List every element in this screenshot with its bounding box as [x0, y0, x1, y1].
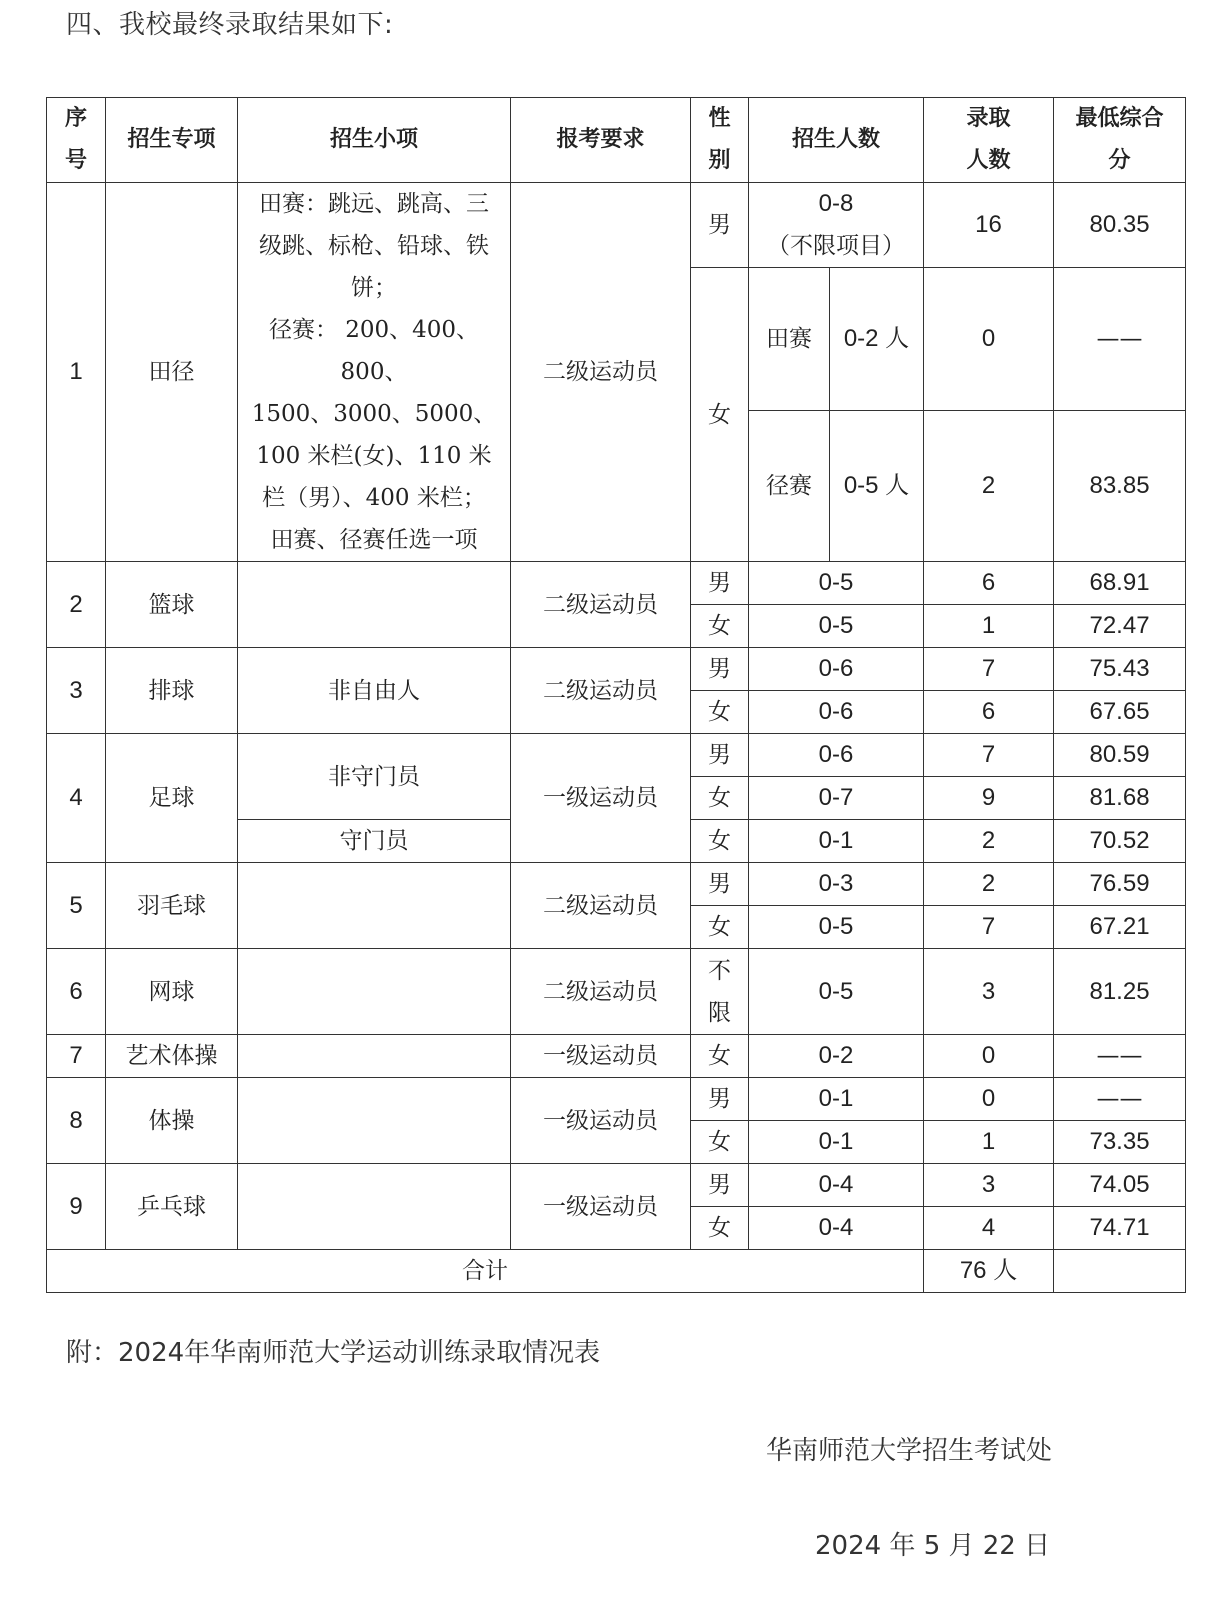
score-cell: 70.52 [1054, 820, 1186, 863]
quota-cell: 0-1 [749, 820, 924, 863]
items-cell: 非守门员 [238, 734, 511, 820]
table-row [47, 183, 1186, 268]
score-cell: 67.21 [1054, 906, 1186, 949]
gender-cell: 男 [691, 183, 749, 268]
sport-cell: 田径 [106, 183, 238, 562]
table-header-row [47, 98, 1186, 183]
items-cell: 非自由人 [238, 648, 511, 734]
score-cell: —— [1054, 1078, 1186, 1121]
gender-cell: 女 [691, 820, 749, 863]
total-score [1054, 1250, 1186, 1293]
score-cell: 68.91 [1054, 562, 1186, 605]
sport-cell: 网球 [106, 949, 238, 1035]
quota-cell: 0-7 [749, 777, 924, 820]
gender-cell: 女 [691, 268, 749, 562]
table-row [47, 734, 1186, 777]
quota-cell: 0-5 [749, 605, 924, 648]
header-items: 招生小项 [238, 98, 511, 183]
gender-cell: 男 [691, 1078, 749, 1121]
requirement-cell: 二级运动员 [511, 949, 691, 1035]
sport-cell: 排球 [106, 648, 238, 734]
items-cell [238, 1078, 511, 1164]
header-gender: 性 别 [691, 98, 749, 183]
admission-results-table [46, 97, 1186, 1293]
seq-cell: 6 [47, 949, 106, 1035]
seq-cell: 2 [47, 562, 106, 648]
admitted-cell: 16 [924, 183, 1054, 268]
score-cell: —— [1054, 268, 1186, 411]
score-cell: 67.65 [1054, 691, 1186, 734]
table-row [47, 648, 1186, 691]
admitted-cell: 6 [924, 691, 1054, 734]
requirement-cell: 二级运动员 [511, 562, 691, 648]
items-cell [238, 562, 511, 648]
sport-cell: 体操 [106, 1078, 238, 1164]
requirement-cell: 二级运动员 [511, 863, 691, 949]
quota-cell: 0-6 [749, 734, 924, 777]
score-cell: 74.71 [1054, 1207, 1186, 1250]
score-cell: —— [1054, 1035, 1186, 1078]
admitted-cell: 7 [924, 906, 1054, 949]
quota-cell: 0-5 人 [830, 411, 924, 562]
score-cell: 81.25 [1054, 949, 1186, 1035]
header-requirement: 报考要求 [511, 98, 691, 183]
gender-cell: 女 [691, 1035, 749, 1078]
admitted-cell: 2 [924, 411, 1054, 562]
items-cell [238, 863, 511, 949]
admitted-cell: 0 [924, 268, 1054, 411]
header-min-score: 最低综合 分 [1054, 98, 1186, 183]
event-cell: 田赛 [749, 268, 830, 411]
quota-cell: 0-5 [749, 949, 924, 1035]
table-row [47, 562, 1186, 605]
issuer-signature: 华南师范大学招生考试处 [766, 1436, 1053, 1466]
admitted-cell: 3 [924, 1164, 1054, 1207]
gender-cell: 女 [691, 605, 749, 648]
table-row [47, 949, 1186, 1035]
items-cell [238, 949, 511, 1035]
score-cell: 75.43 [1054, 648, 1186, 691]
score-cell: 80.35 [1054, 183, 1186, 268]
sport-cell: 足球 [106, 734, 238, 863]
gender-cell: 女 [691, 1207, 749, 1250]
requirement-cell: 一级运动员 [511, 1078, 691, 1164]
section-heading: 四、我校最终录取结果如下: [66, 10, 394, 40]
admitted-cell: 9 [924, 777, 1054, 820]
requirement-cell: 二级运动员 [511, 648, 691, 734]
requirement-cell: 一级运动员 [511, 1035, 691, 1078]
score-cell: 74.05 [1054, 1164, 1186, 1207]
header-admitted: 录取 人数 [924, 98, 1054, 183]
quota-cell: 0-5 [749, 906, 924, 949]
items-cell [238, 1035, 511, 1078]
gender-cell: 女 [691, 906, 749, 949]
admitted-cell: 1 [924, 1121, 1054, 1164]
score-cell: 76.59 [1054, 863, 1186, 906]
total-admitted: 76 人 [924, 1250, 1054, 1293]
admitted-cell: 4 [924, 1207, 1054, 1250]
sport-cell: 篮球 [106, 562, 238, 648]
admitted-cell: 2 [924, 863, 1054, 906]
requirement-cell: 二级运动员 [511, 183, 691, 562]
score-cell: 80.59 [1054, 734, 1186, 777]
requirement-cell: 一级运动员 [511, 1164, 691, 1250]
seq-cell: 8 [47, 1078, 106, 1164]
quota-cell: 0-4 [749, 1207, 924, 1250]
gender-cell: 男 [691, 863, 749, 906]
gender-cell: 不 限 [691, 949, 749, 1035]
quota-cell: 0-8 （不限项目） [749, 183, 924, 268]
gender-cell: 女 [691, 691, 749, 734]
sport-cell: 乒乓球 [106, 1164, 238, 1250]
admitted-cell: 7 [924, 648, 1054, 691]
admitted-cell: 7 [924, 734, 1054, 777]
admitted-cell: 6 [924, 562, 1054, 605]
quota-cell: 0-6 [749, 648, 924, 691]
gender-cell: 女 [691, 777, 749, 820]
quota-cell: 0-2 人 [830, 268, 924, 411]
quota-cell: 0-5 [749, 562, 924, 605]
score-cell: 72.47 [1054, 605, 1186, 648]
seq-cell: 3 [47, 648, 106, 734]
items-cell: 田赛：跳远、跳高、三 级跳、标枪、铅球、铁 饼； 径赛： 200、400、800、 1500、3000、5000、 100 米栏(女)、110 米 栏（男）、400 米栏； 田赛、径赛任选一项 [238, 183, 511, 562]
score-cell: 83.85 [1054, 411, 1186, 562]
sport-cell: 羽毛球 [106, 863, 238, 949]
quota-cell: 0-1 [749, 1078, 924, 1121]
table-row [47, 1078, 1186, 1121]
score-cell: 81.68 [1054, 777, 1186, 820]
quota-cell: 0-1 [749, 1121, 924, 1164]
gender-cell: 男 [691, 1164, 749, 1207]
items-cell [238, 1164, 511, 1250]
quota-cell: 0-2 [749, 1035, 924, 1078]
header-quota: 招生人数 [749, 98, 924, 183]
total-row [47, 1250, 1186, 1293]
admitted-cell: 1 [924, 605, 1054, 648]
score-cell: 73.35 [1054, 1121, 1186, 1164]
gender-cell: 男 [691, 562, 749, 605]
seq-cell: 5 [47, 863, 106, 949]
admitted-cell: 3 [924, 949, 1054, 1035]
seq-cell: 9 [47, 1164, 106, 1250]
sport-cell: 艺术体操 [106, 1035, 238, 1078]
total-label: 合计 [47, 1250, 924, 1293]
admitted-cell: 0 [924, 1035, 1054, 1078]
issue-date: 2024 年 5 月 22 日 [815, 1531, 1051, 1561]
appendix-note: 附：2024年华南师范大学运动训练录取情况表 [66, 1338, 601, 1368]
gender-cell: 男 [691, 648, 749, 691]
items-cell: 守门员 [238, 820, 511, 863]
table-row [47, 1164, 1186, 1207]
header-seq: 序 号 [47, 98, 106, 183]
seq-cell: 1 [47, 183, 106, 562]
event-cell: 径赛 [749, 411, 830, 562]
seq-cell: 4 [47, 734, 106, 863]
requirement-cell: 一级运动员 [511, 734, 691, 863]
quota-cell: 0-6 [749, 691, 924, 734]
quota-cell: 0-3 [749, 863, 924, 906]
gender-cell: 男 [691, 734, 749, 777]
header-sport: 招生专项 [106, 98, 238, 183]
table-row [47, 1035, 1186, 1078]
quota-cell: 0-4 [749, 1164, 924, 1207]
gender-cell: 女 [691, 1121, 749, 1164]
admitted-cell: 0 [924, 1078, 1054, 1121]
admitted-cell: 2 [924, 820, 1054, 863]
table-row [47, 863, 1186, 906]
seq-cell: 7 [47, 1035, 106, 1078]
